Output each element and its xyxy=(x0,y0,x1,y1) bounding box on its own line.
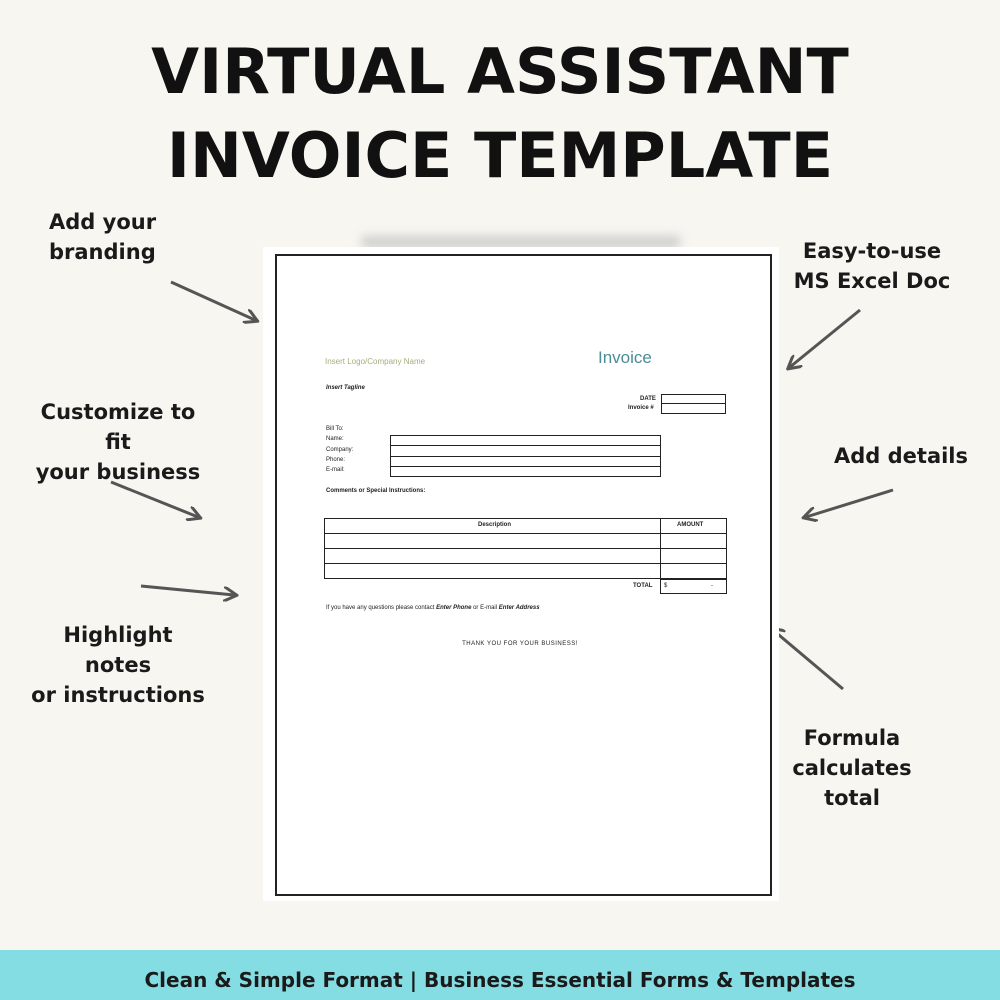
arrow-formula xyxy=(773,630,843,689)
footer-text: Clean & Simple Format | Business Essential Forms & Templates xyxy=(144,968,856,992)
bill-to-label: Bill To: xyxy=(326,426,344,432)
comments-label: Comments or Special Instructions: xyxy=(326,488,426,494)
title-line-2: INVOICE TEMPLATE xyxy=(166,119,834,192)
total-field xyxy=(660,579,727,594)
invoice-number-field xyxy=(661,403,726,414)
callout-branding-line-1: Add your xyxy=(49,210,157,234)
bill-to-email-label: E-mail: xyxy=(326,467,345,473)
items-table-row-divider xyxy=(324,548,727,549)
contact-prefix: If you have any questions please contact xyxy=(326,605,435,611)
callout-customize-line-2: your business xyxy=(35,460,201,484)
callout-customize-line-1: Customize to fit xyxy=(40,400,196,454)
callout-details-line-1: Add details xyxy=(834,444,969,468)
callout-highlight-line-1: Highlight notes xyxy=(63,623,173,677)
thank-you-note: THANK YOU FOR YOUR BUSINESS! xyxy=(462,641,578,647)
bill-to-divider xyxy=(390,466,661,467)
invoice-heading: Invoice xyxy=(598,348,652,367)
items-table-row-divider xyxy=(324,533,727,534)
items-table-row-divider xyxy=(324,563,727,564)
arrow-excel xyxy=(790,310,860,367)
bill-to-name-label: Name: xyxy=(326,436,344,442)
arrow-highlight xyxy=(141,586,234,595)
contact-line xyxy=(326,605,540,611)
bill-to-company-label: Company: xyxy=(326,447,354,453)
amount-header: AMOUNT xyxy=(677,522,704,528)
total-currency: $ xyxy=(664,583,668,589)
description-header: Description xyxy=(478,522,512,528)
bill-to-phone-label: Phone: xyxy=(326,457,346,463)
contact-phone: Enter Phone xyxy=(436,605,472,611)
callout-excel-line-1: Easy-to-use xyxy=(802,239,942,263)
arrow-branding xyxy=(171,282,255,320)
callout-formula-line-2: total xyxy=(824,786,880,810)
arrow-details xyxy=(806,490,893,517)
arrow-customize xyxy=(111,482,198,517)
bill-to-divider xyxy=(390,445,661,446)
total-label: TOTAL xyxy=(633,583,653,589)
callout-branding-line-2: branding xyxy=(49,240,156,264)
title-line-1: VIRTUAL ASSISTANT xyxy=(151,35,849,108)
total-value: - xyxy=(711,583,713,589)
tagline: Insert Tagline xyxy=(326,385,365,391)
invoice-number-label: Invoice # xyxy=(628,405,654,411)
contact-address: Enter Address xyxy=(498,605,540,611)
date-label: DATE xyxy=(640,396,656,402)
contact-middle: or E-mail xyxy=(473,605,498,611)
callout-highlight-line-2: or instructions xyxy=(31,683,205,707)
callout-formula-line-1: Formula calculates xyxy=(792,726,912,780)
bill-to-divider xyxy=(390,456,661,457)
callout-excel-line-2: MS Excel Doc xyxy=(793,269,951,293)
logo-placeholder: Insert Logo/Company Name xyxy=(325,357,426,366)
